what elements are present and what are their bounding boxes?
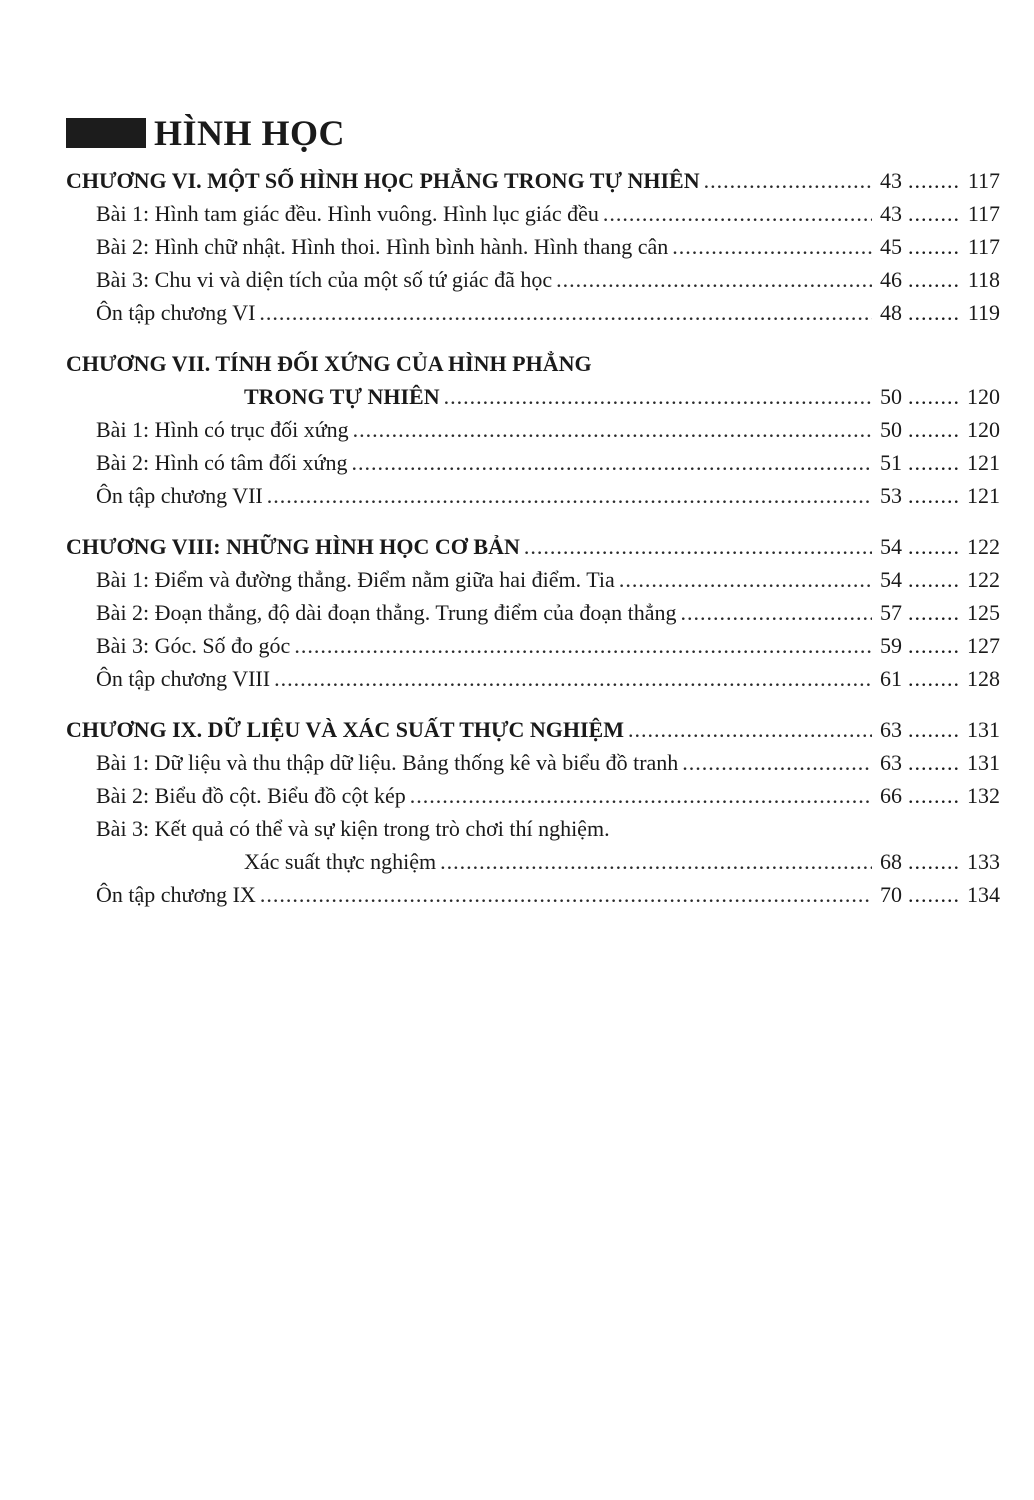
dot-leader: [902, 534, 960, 560]
dot-leader: [902, 567, 960, 593]
entry-label: Bài 2: Biểu đồ cột. Biểu đồ cột kép: [96, 783, 406, 808]
dot-leader: [902, 600, 960, 626]
page-number-2: 120: [967, 384, 1000, 409]
chapter-7: [66, 351, 1000, 516]
toc-entry[interactable]: [66, 567, 1000, 600]
toc-entry[interactable]: [66, 783, 1000, 816]
table-of-contents: [66, 168, 1000, 933]
page-number-1: 54: [880, 534, 902, 559]
chapter-title: CHƯƠNG VIII: NHỮNG HÌNH HỌC CƠ BẢN: [66, 534, 520, 559]
chapter-heading-line-1[interactable]: [66, 351, 1000, 384]
entry-label: Ôn tập chương VIII: [96, 666, 271, 691]
entry-label: Bài 1: Điểm và đường thẳng. Điểm nằm giữa hai điểm. Tia: [96, 567, 615, 592]
page-number-2: 128: [967, 666, 1000, 691]
dot-leader: [902, 633, 960, 659]
chapter-heading-line-2[interactable]: [66, 384, 1000, 417]
section-header: [66, 112, 345, 154]
chapter-title: CHƯƠNG IX. DỮ LIỆU VÀ XÁC SUẤT THỰC NGHIỆM: [66, 717, 624, 742]
page-number-1: 50: [880, 384, 902, 409]
dot-leader: [672, 234, 872, 260]
toc-entry[interactable]: [66, 750, 1000, 783]
dot-leader: [902, 384, 960, 410]
page-number-2: 134: [967, 882, 1000, 907]
entry-label: Bài 1: Hình tam giác đều. Hình vuông. Hình lục giác đều: [96, 201, 599, 226]
page-number-1: 63: [880, 750, 902, 775]
section-marker-bar: [66, 118, 146, 148]
page-number-2: 132: [967, 783, 1000, 808]
dot-leader: [682, 750, 872, 776]
page-number-1: 45: [880, 234, 902, 259]
toc-entry[interactable]: [66, 633, 1000, 666]
page-number-1: 68: [880, 849, 902, 874]
dot-leader: [704, 168, 872, 194]
page-number-2: 121: [967, 450, 1000, 475]
entry-label: Bài 2: Hình chữ nhật. Hình thoi. Hình bình hành. Hình thang cân: [96, 234, 669, 259]
page-number-2: 125: [967, 600, 1000, 625]
page-number-2: 131: [967, 717, 1000, 742]
entry-label: Ôn tập chương IX: [96, 882, 256, 907]
dot-leader: [902, 300, 960, 326]
page-number-2: 119: [967, 300, 1000, 325]
dot-leader: [902, 267, 960, 293]
page-number-2: 127: [967, 633, 1000, 658]
toc-entry[interactable]: [66, 483, 1000, 516]
page-number-1: 63: [880, 717, 902, 742]
dot-leader: [902, 417, 960, 443]
page-number-2: 118: [967, 267, 1000, 292]
chapter-9: [66, 717, 1000, 915]
page-number-1: 70: [880, 882, 902, 907]
entry-label: Bài 3: Góc. Số đo góc: [96, 633, 291, 658]
dot-leader: [902, 750, 960, 776]
chapter-title: CHƯƠNG VII. TÍNH ĐỐI XỨNG CỦA HÌNH PHẲNG: [66, 351, 592, 376]
entry-label: Bài 2: Đoạn thẳng, độ dài đoạn thẳng. Trung điểm của đoạn thẳng: [96, 600, 677, 625]
dot-leader: [353, 417, 872, 443]
dot-leader: [440, 849, 872, 875]
toc-entry[interactable]: [66, 300, 1000, 333]
entry-label: Bài 1: Dữ liệu và thu thập dữ liệu. Bảng thống kê và biểu đồ tranh: [96, 750, 679, 775]
dot-leader: [902, 666, 960, 692]
toc-entry-line-1[interactable]: [66, 816, 1000, 849]
entry-label: Ôn tập chương VII: [96, 483, 263, 508]
toc-entry[interactable]: [66, 234, 1000, 267]
toc-entry[interactable]: [66, 882, 1000, 915]
dot-leader: [902, 450, 960, 476]
toc-entry-line-2[interactable]: [66, 849, 1000, 882]
dot-leader: [274, 666, 872, 692]
toc-entry[interactable]: [66, 600, 1000, 633]
toc-entry[interactable]: [66, 417, 1000, 450]
chapter-title: CHƯƠNG VI. MỘT SỐ HÌNH HỌC PHẲNG TRONG TỰ NHIÊN: [66, 168, 700, 193]
toc-entry[interactable]: [66, 267, 1000, 300]
chapter-title-continued: TRONG TỰ NHIÊN: [244, 384, 440, 409]
dot-leader: [351, 450, 872, 476]
page-number-2: 122: [967, 567, 1000, 592]
dot-leader: [902, 717, 960, 743]
chapter-8: [66, 534, 1000, 699]
dot-leader: [259, 300, 872, 326]
entry-label: Bài 3: Kết quả có thể và sự kiện trong trò chơi thí nghiệm.: [96, 816, 610, 841]
page-number-1: 48: [880, 300, 902, 325]
dot-leader: [524, 534, 872, 560]
entry-label: Ôn tập chương VI: [96, 300, 256, 325]
dot-leader: [628, 717, 872, 743]
entry-label-continued: Xác suất thực nghiệm: [244, 849, 437, 874]
page-number-1: 43: [880, 168, 902, 193]
dot-leader: [260, 882, 872, 908]
page-number-1: 57: [880, 600, 902, 625]
dot-leader: [410, 783, 872, 809]
page-number-1: 59: [880, 633, 902, 658]
dot-leader: [556, 267, 872, 293]
dot-leader: [603, 201, 872, 227]
page-number-1: 54: [880, 567, 902, 592]
page-number-1: 43: [880, 201, 902, 226]
dot-leader: [902, 882, 960, 908]
dot-leader: [267, 483, 872, 509]
dot-leader: [902, 168, 960, 194]
dot-leader: [902, 234, 960, 260]
page-number-2: 121: [967, 483, 1000, 508]
page-number-2: 117: [967, 201, 1000, 226]
page-number-1: 61: [880, 666, 902, 691]
page-number-1: 66: [880, 783, 902, 808]
section-title: HÌNH HỌC: [154, 113, 346, 153]
dot-leader: [444, 384, 872, 410]
chapter-6: [66, 168, 1000, 333]
page-number-2: 117: [967, 168, 1000, 193]
dot-leader: [902, 783, 960, 809]
dot-leader: [902, 849, 960, 875]
toc-entry[interactable]: [66, 666, 1000, 699]
dot-leader: [294, 633, 872, 659]
page-number-1: 46: [880, 267, 902, 292]
chapter-heading[interactable]: [66, 534, 1000, 567]
page-number-1: 53: [880, 483, 902, 508]
page-number-2: 133: [967, 849, 1000, 874]
page-number-2: 122: [967, 534, 1000, 559]
chapter-heading[interactable]: [66, 168, 1000, 201]
dot-leader: [902, 483, 960, 509]
entry-label: Bài 3: Chu vi và diện tích của một số tứ giác đã học: [96, 267, 553, 292]
toc-entry[interactable]: [66, 450, 1000, 483]
chapter-heading[interactable]: [66, 717, 1000, 750]
page-number-1: 51: [880, 450, 902, 475]
dot-leader: [902, 201, 960, 227]
page-number-2: 117: [967, 234, 1000, 259]
dot-leader: [619, 567, 872, 593]
dot-leader: [680, 600, 872, 626]
toc-entry[interactable]: [66, 201, 1000, 234]
entry-label: Bài 2: Hình có tâm đối xứng: [96, 450, 348, 475]
page-number-2: 131: [967, 750, 1000, 775]
page-number-1: 50: [880, 417, 902, 442]
page-number-2: 120: [967, 417, 1000, 442]
entry-label: Bài 1: Hình có trục đối xứng: [96, 417, 349, 442]
